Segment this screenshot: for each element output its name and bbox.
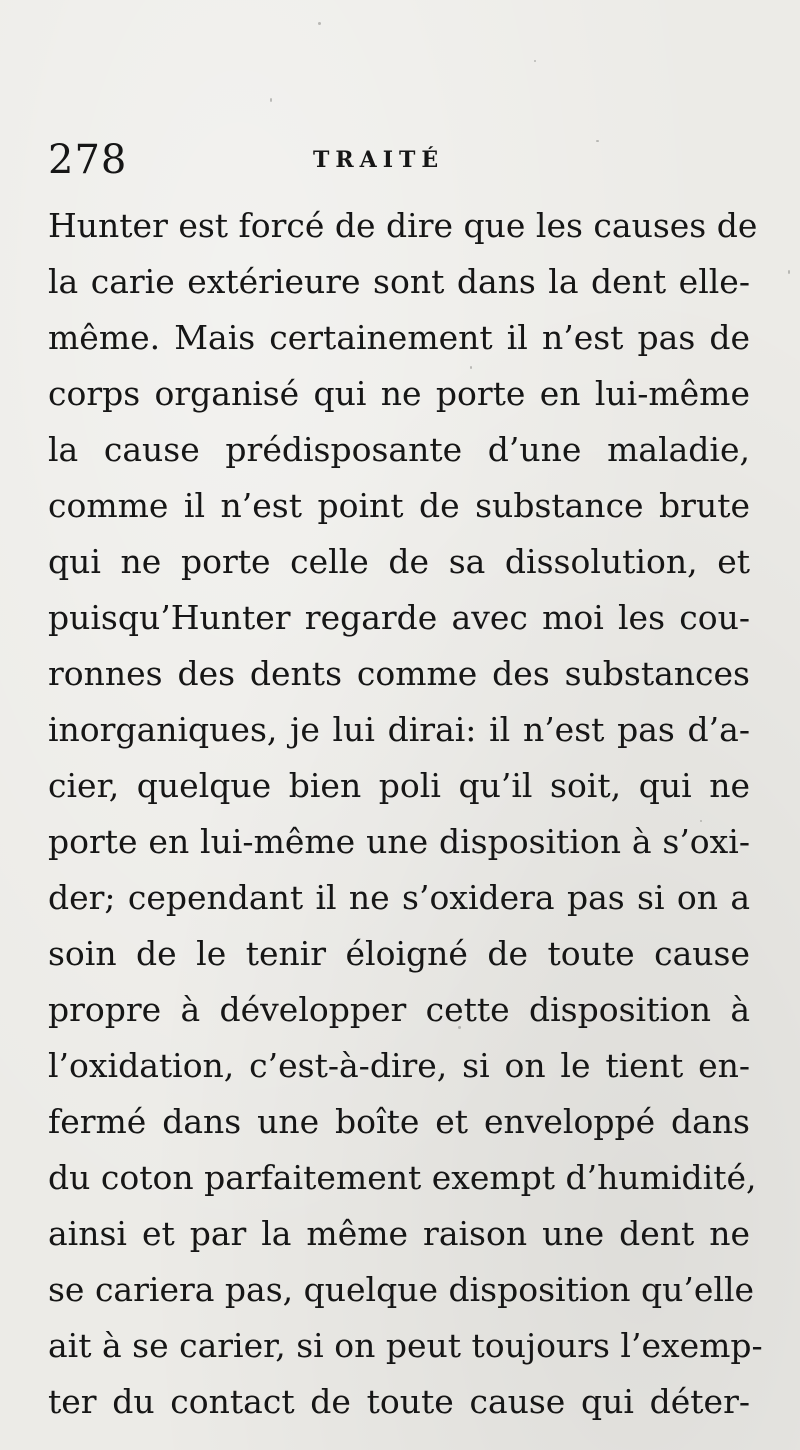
paper-speck — [534, 60, 536, 62]
text-line: qui ne porte celle de sa dissolution, et — [48, 542, 750, 581]
text-line: soin de le tenir éloigné de toute cause — [48, 934, 750, 973]
running-title: TRAITÉ — [313, 147, 445, 173]
paper-speck — [788, 270, 790, 274]
text-line: la carie extérieure sont dans la dent elle- — [48, 262, 750, 301]
text-line: puisqu’Hunter regarde avec moi les cou- — [48, 598, 750, 637]
text-line: inorganiques, je lui dirai: il n’est pas d’a- — [48, 710, 750, 749]
text-line: der; cependant il ne s’oxidera pas si on a — [48, 878, 750, 917]
body-text — [48, 198, 763, 1430]
text-line: propre à développer cette disposition à — [48, 990, 750, 1029]
text-line: ronnes des dents comme des substances — [48, 654, 750, 693]
text-line: ainsi et par la même raison une dent ne — [48, 1214, 750, 1253]
text-line: fermé dans une boîte et enveloppé dans — [48, 1102, 750, 1141]
text-line: se cariera pas, quelque disposition qu’elle — [48, 1270, 755, 1309]
text-line: cier, quelque bien poli qu’il soit, qui ne — [48, 766, 750, 805]
text-line: Hunter est forcé de dire que les causes de — [48, 206, 758, 245]
paper-speck — [270, 98, 272, 102]
text-line: porte en lui-même une disposition à s’oxi- — [48, 822, 750, 861]
paper-speck — [318, 22, 321, 25]
text-line: du coton parfaitement exempt d’humidité, — [48, 1158, 757, 1197]
text-line: ait à se carier, si on peut toujours l’exemp- — [48, 1326, 763, 1365]
text-line: la cause prédisposante d’une maladie, — [48, 430, 750, 469]
page-header — [48, 132, 748, 188]
text-line: corps organisé qui ne porte en lui-même — [48, 374, 750, 413]
text-line: ter du contact de toute cause qui déter- — [48, 1382, 750, 1421]
text-line: comme il n’est point de substance brute — [48, 486, 750, 525]
page-number: 278 — [48, 137, 128, 183]
text-line: l’oxidation, c’est-à-dire, si on le tient en- — [48, 1046, 750, 1085]
text-line: même. Mais certainement il n’est pas de — [48, 318, 750, 357]
